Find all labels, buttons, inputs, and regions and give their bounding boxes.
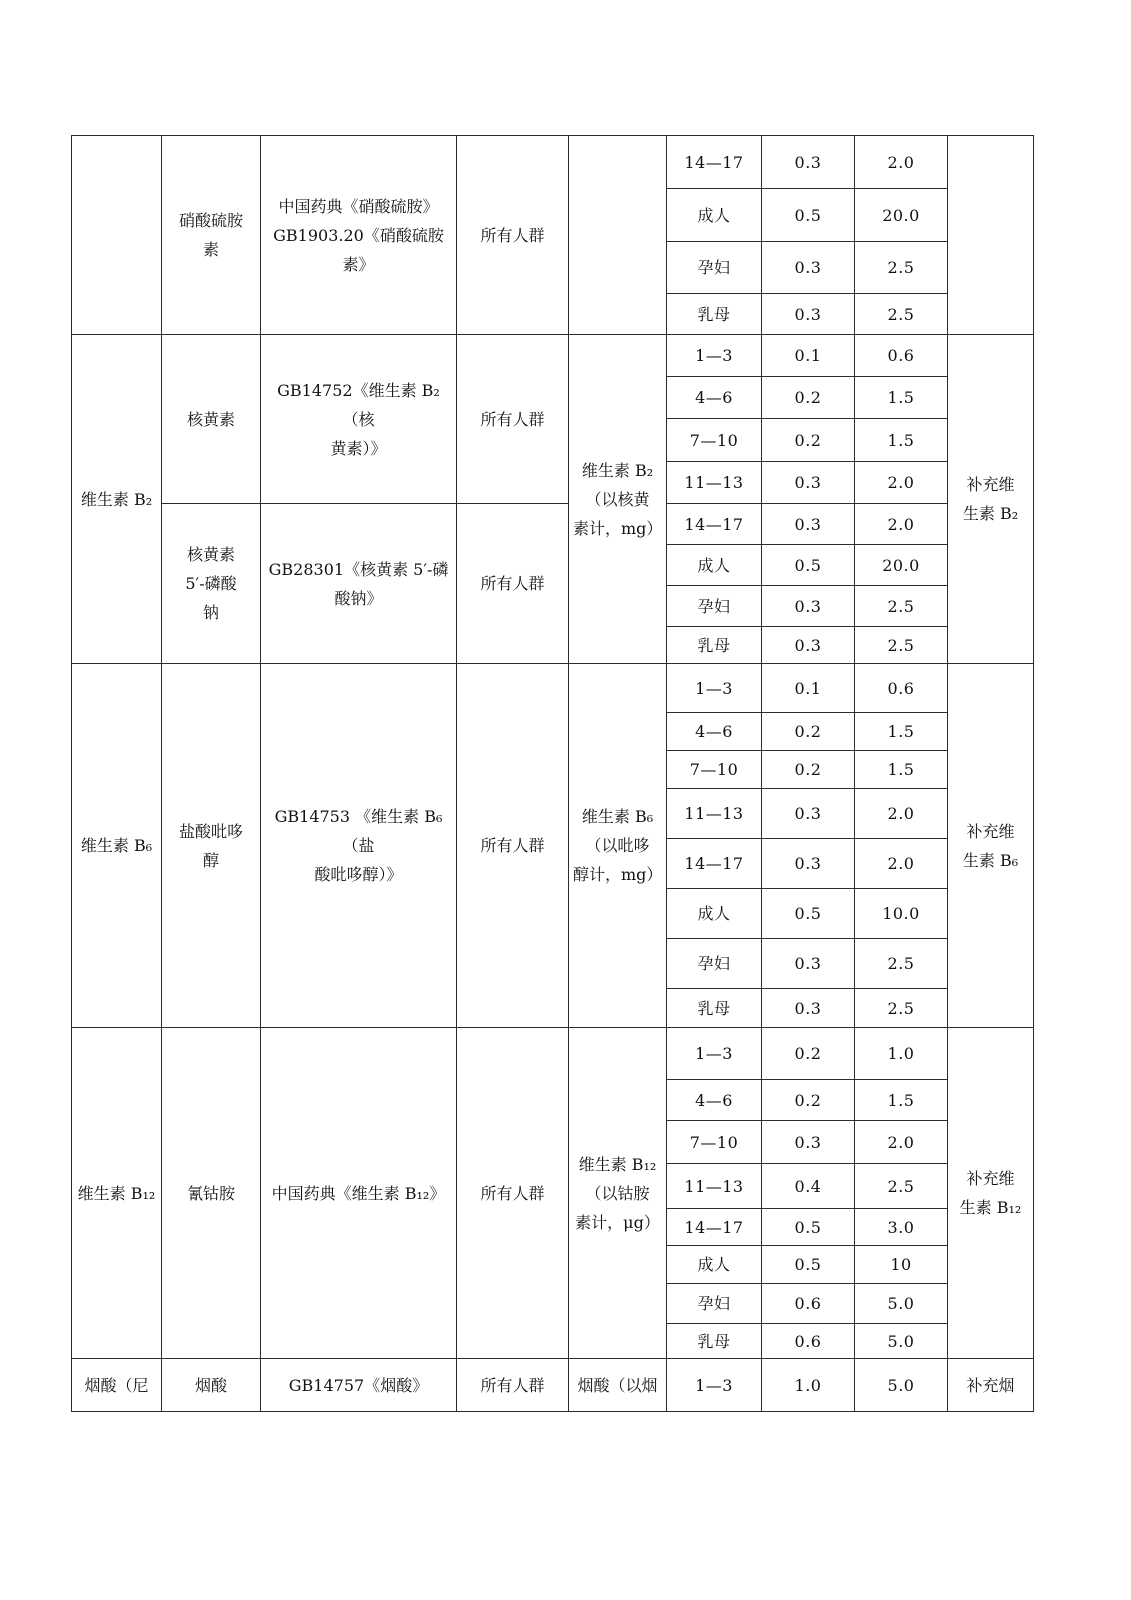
age-group-cell: 14—17: [667, 1209, 762, 1246]
table-row: [72, 335, 1034, 377]
age-group-cell: 乳母: [667, 627, 762, 664]
min-value-cell: 0.3: [762, 242, 855, 294]
age-group-cell: 7—10: [667, 751, 762, 789]
population-cell: 所有人群: [457, 335, 569, 504]
age-group-cell: 孕妇: [667, 586, 762, 627]
min-value-cell: 0.5: [762, 889, 855, 939]
population-cell: 所有人群: [457, 1359, 569, 1412]
min-value-cell: 0.2: [762, 751, 855, 789]
population-cell: 所有人群: [457, 136, 569, 335]
min-value-cell: 0.6: [762, 1284, 855, 1324]
max-value-cell: 20.0: [855, 189, 948, 242]
min-value-cell: 0.5: [762, 1209, 855, 1246]
nutrient-cell: [72, 136, 162, 335]
age-group-cell: 成人: [667, 545, 762, 586]
function-cell: 补充维 生素 B₆: [948, 664, 1034, 1028]
age-group-cell: 11—13: [667, 462, 762, 504]
compound-cell: 核黄素 5′-磷酸 钠: [162, 504, 261, 664]
age-group-cell: 1—3: [667, 1028, 762, 1080]
age-group-cell: 11—13: [667, 789, 762, 839]
min-value-cell: 0.3: [762, 939, 855, 989]
max-value-cell: 2.0: [855, 136, 948, 189]
table-row: [72, 664, 1034, 713]
max-value-cell: 5.0: [855, 1324, 948, 1359]
table-row: [72, 1359, 1034, 1412]
age-group-cell: 14—17: [667, 136, 762, 189]
min-value-cell: 0.3: [762, 839, 855, 889]
compound-cell: 氰钴胺: [162, 1028, 261, 1359]
min-value-cell: 0.3: [762, 462, 855, 504]
min-value-cell: 0.3: [762, 586, 855, 627]
standard-cell: 中国药典《硝酸硫胺》 GB1903.20《硝酸硫胺素》: [261, 136, 457, 335]
max-value-cell: 0.6: [855, 664, 948, 713]
min-value-cell: 0.1: [762, 335, 855, 377]
max-value-cell: 2.0: [855, 504, 948, 545]
age-group-cell: 孕妇: [667, 939, 762, 989]
age-group-cell: 孕妇: [667, 1284, 762, 1324]
nutrient-cell: 维生素 B₁₂: [72, 1028, 162, 1359]
max-value-cell: 2.0: [855, 462, 948, 504]
unit-cell: 维生素 B₂ （以核黄 素计，mg）: [569, 335, 667, 664]
age-group-cell: 乳母: [667, 294, 762, 335]
age-group-cell: 1—3: [667, 1359, 762, 1412]
max-value-cell: 1.5: [855, 751, 948, 789]
age-group-cell: 乳母: [667, 1324, 762, 1359]
max-value-cell: 2.5: [855, 242, 948, 294]
min-value-cell: 0.3: [762, 504, 855, 545]
nutrient-cell: 维生素 B₂: [72, 335, 162, 664]
unit-cell: 烟酸（以烟: [569, 1359, 667, 1412]
age-group-cell: 11—13: [667, 1164, 762, 1209]
standard-cell: 中国药典《维生素 B₁₂》: [261, 1028, 457, 1359]
max-value-cell: 1.0: [855, 1028, 948, 1080]
age-group-cell: 14—17: [667, 504, 762, 545]
max-value-cell: 10.0: [855, 889, 948, 939]
age-group-cell: 乳母: [667, 989, 762, 1028]
min-value-cell: 0.5: [762, 1246, 855, 1284]
max-value-cell: 5.0: [855, 1359, 948, 1412]
age-group-cell: 成人: [667, 1246, 762, 1284]
nutrient-cell: 维生素 B₆: [72, 664, 162, 1028]
compound-cell: 盐酸吡哆 醇: [162, 664, 261, 1028]
max-value-cell: 1.5: [855, 1080, 948, 1121]
max-value-cell: 5.0: [855, 1284, 948, 1324]
population-cell: 所有人群: [457, 664, 569, 1028]
function-cell: [948, 136, 1034, 335]
compound-cell: 核黄素: [162, 335, 261, 504]
max-value-cell: 2.0: [855, 789, 948, 839]
unit-cell: 维生素 B₁₂ （以钴胺 素计，μg）: [569, 1028, 667, 1359]
compound-cell: 硝酸硫胺 素: [162, 136, 261, 335]
max-value-cell: 0.6: [855, 335, 948, 377]
table-row: [72, 1028, 1034, 1080]
age-group-cell: 4—6: [667, 377, 762, 419]
min-value-cell: 0.3: [762, 789, 855, 839]
min-value-cell: 1.0: [762, 1359, 855, 1412]
population-cell: 所有人群: [457, 504, 569, 664]
age-group-cell: 1—3: [667, 664, 762, 713]
max-value-cell: 3.0: [855, 1209, 948, 1246]
min-value-cell: 0.5: [762, 189, 855, 242]
table-row: [72, 136, 1034, 189]
standard-cell: GB14753 《维生素 B₆（盐 酸吡哆醇）》: [261, 664, 457, 1028]
function-cell: 补充烟: [948, 1359, 1034, 1412]
compound-cell: 烟酸: [162, 1359, 261, 1412]
age-group-cell: 4—6: [667, 1080, 762, 1121]
max-value-cell: 20.0: [855, 545, 948, 586]
function-cell: 补充维 生素 B₂: [948, 335, 1034, 664]
max-value-cell: 2.5: [855, 586, 948, 627]
function-cell: 补充维 生素 B₁₂: [948, 1028, 1034, 1359]
min-value-cell: 0.2: [762, 419, 855, 462]
min-value-cell: 0.2: [762, 713, 855, 751]
table-row: [72, 504, 1034, 545]
standard-cell: GB28301《核黄素 5′-磷 酸钠》: [261, 504, 457, 664]
age-group-cell: 7—10: [667, 1121, 762, 1164]
max-value-cell: 2.5: [855, 939, 948, 989]
min-value-cell: 0.6: [762, 1324, 855, 1359]
age-group-cell: 1—3: [667, 335, 762, 377]
max-value-cell: 10: [855, 1246, 948, 1284]
max-value-cell: 2.0: [855, 1121, 948, 1164]
max-value-cell: 1.5: [855, 377, 948, 419]
standard-cell: GB14757《烟酸》: [261, 1359, 457, 1412]
max-value-cell: 2.5: [855, 627, 948, 664]
age-group-cell: 成人: [667, 189, 762, 242]
min-value-cell: 0.2: [762, 1028, 855, 1080]
min-value-cell: 0.3: [762, 989, 855, 1028]
age-group-cell: 4—6: [667, 713, 762, 751]
min-value-cell: 0.3: [762, 294, 855, 335]
age-group-cell: 7—10: [667, 419, 762, 462]
max-value-cell: 2.5: [855, 294, 948, 335]
min-value-cell: 0.3: [762, 627, 855, 664]
max-value-cell: 2.5: [855, 1164, 948, 1209]
min-value-cell: 0.2: [762, 1080, 855, 1121]
min-value-cell: 0.3: [762, 136, 855, 189]
min-value-cell: 0.1: [762, 664, 855, 713]
max-value-cell: 1.5: [855, 713, 948, 751]
age-group-cell: 成人: [667, 889, 762, 939]
nutrient-cell: 烟酸（尼: [72, 1359, 162, 1412]
max-value-cell: 1.5: [855, 419, 948, 462]
max-value-cell: 2.5: [855, 989, 948, 1028]
unit-cell: [569, 136, 667, 335]
min-value-cell: 0.3: [762, 1121, 855, 1164]
age-group-cell: 孕妇: [667, 242, 762, 294]
min-value-cell: 0.5: [762, 545, 855, 586]
population-cell: 所有人群: [457, 1028, 569, 1359]
nutrient-table: [71, 135, 1034, 1412]
age-group-cell: 14—17: [667, 839, 762, 889]
min-value-cell: 0.4: [762, 1164, 855, 1209]
unit-cell: 维生素 B₆ （以吡哆 醇计，mg）: [569, 664, 667, 1028]
max-value-cell: 2.0: [855, 839, 948, 889]
standard-cell: GB14752《维生素 B₂（核 黄素）》: [261, 335, 457, 504]
min-value-cell: 0.2: [762, 377, 855, 419]
